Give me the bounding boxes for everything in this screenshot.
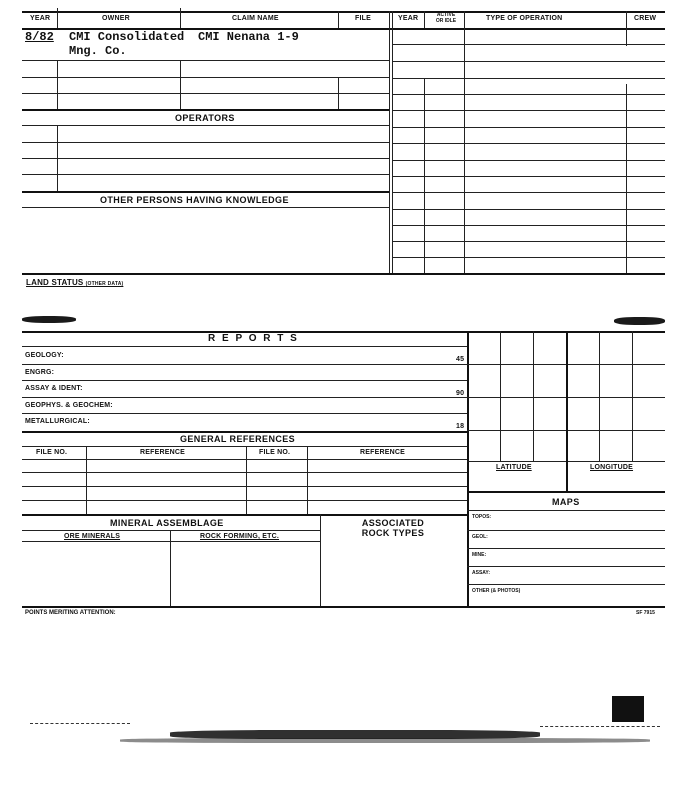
gr-col-file-no-1: FILE NO. xyxy=(36,449,68,456)
rule xyxy=(467,510,665,511)
rule xyxy=(22,174,389,175)
report-geophys: GEOPHYS. & GEOCHEM: xyxy=(25,402,113,409)
rule xyxy=(338,77,339,109)
rule xyxy=(22,207,389,208)
col-header-op-year: YEAR xyxy=(398,15,419,22)
points-meriting-attention: POINTS MERITING ATTENTION: xyxy=(25,610,116,616)
rule xyxy=(22,486,467,487)
rule xyxy=(307,446,308,514)
rule xyxy=(22,109,389,111)
rule xyxy=(22,431,467,433)
scan-smudge xyxy=(22,316,76,323)
rule xyxy=(57,8,58,28)
rule xyxy=(467,584,665,585)
associated-rock-types-2: ROCK TYPES xyxy=(361,528,425,538)
rule xyxy=(22,346,467,347)
rule xyxy=(57,60,58,109)
rule xyxy=(22,380,467,381)
report-geology-num: 45 xyxy=(456,356,465,363)
col-header-owner: OWNER xyxy=(102,15,130,22)
report-assay-num: 90 xyxy=(456,390,465,397)
maps-geol: GEOL: xyxy=(472,534,488,540)
latitude-label: LATITUDE xyxy=(496,464,532,471)
rule xyxy=(392,143,665,144)
rule xyxy=(22,60,389,61)
report-geology: GEOLOGY: xyxy=(25,352,64,359)
claim-name: CMI Nenana 1-9 xyxy=(198,30,299,44)
ore-minerals-label: ORE MINERALS xyxy=(64,533,121,540)
rule xyxy=(22,77,389,78)
maps-assay: ASSAY: xyxy=(472,570,491,576)
rule xyxy=(626,28,627,46)
rule xyxy=(392,225,665,226)
form-number: SF 7915 xyxy=(636,610,655,616)
report-metallurgical: METALLURGICAL: xyxy=(25,418,90,425)
rule xyxy=(22,191,389,193)
rule xyxy=(626,84,627,273)
rule xyxy=(338,11,339,28)
rule xyxy=(392,11,393,273)
rule xyxy=(464,11,465,28)
maps-topos: TOPOS: xyxy=(472,514,492,520)
col-header-active: ACTIVE xyxy=(436,12,456,18)
rule xyxy=(533,331,534,461)
claim-owner-cont: Mng. Co. xyxy=(69,44,127,58)
operators-title: OPERATORS xyxy=(175,113,235,123)
other-persons-title: OTHER PERSONS HAVING KNOWLEDGE xyxy=(100,195,289,205)
col-header-crew: CREW xyxy=(634,15,657,22)
rule xyxy=(22,514,467,516)
rule xyxy=(22,158,389,159)
rule xyxy=(392,209,665,210)
rule xyxy=(22,446,467,447)
rule xyxy=(389,11,390,273)
scan-smudge xyxy=(614,317,665,325)
rule xyxy=(246,446,247,514)
rule xyxy=(467,530,665,531)
scan-noise xyxy=(612,696,644,722)
gr-col-file-no-2: FILE NO. xyxy=(259,449,291,456)
rule xyxy=(180,60,181,109)
general-references-title: GENERAL REFERENCES xyxy=(180,434,296,444)
rule xyxy=(22,472,467,473)
rule xyxy=(392,257,665,258)
rule xyxy=(22,413,467,414)
rule xyxy=(392,127,665,128)
claim-owner: CMI Consolidated xyxy=(69,30,185,44)
rule xyxy=(57,125,58,191)
land-status-text: LAND STATUS xyxy=(26,278,84,287)
scan-line xyxy=(540,726,660,727)
report-engrg: ENGRG: xyxy=(25,369,55,376)
associated-rock-types-1: ASSOCIATED xyxy=(361,518,425,528)
rule xyxy=(392,160,665,161)
mineral-assemblage-title: MINERAL ASSEMBLAGE xyxy=(110,518,224,528)
land-status-sub: (OTHER DATA) xyxy=(85,281,124,287)
rule xyxy=(467,566,665,567)
rule xyxy=(86,446,87,514)
rule xyxy=(632,331,633,461)
rule xyxy=(22,11,665,13)
rule xyxy=(170,530,171,606)
rule xyxy=(22,606,665,608)
report-metallurgical-num: 18 xyxy=(456,423,465,430)
rule xyxy=(500,331,501,461)
rule xyxy=(22,273,665,275)
rock-forming-label: ROCK FORMING, ETC. xyxy=(200,533,280,540)
col-header-claim-name: CLAIM NAME xyxy=(232,15,279,22)
reports-title: R E P O R T S xyxy=(208,333,299,344)
maps-title: MAPS xyxy=(552,497,580,507)
scan-line xyxy=(30,723,130,724)
maps-other: OTHER (& PHOTOS) xyxy=(472,588,521,594)
gr-col-reference-1: REFERENCE xyxy=(140,449,185,456)
rule xyxy=(22,93,389,94)
rule xyxy=(22,541,320,542)
rule xyxy=(22,125,389,126)
rule xyxy=(392,176,665,177)
rule xyxy=(22,364,467,365)
rule xyxy=(392,44,665,45)
longitude-label: LONGITUDE xyxy=(590,464,634,471)
rule xyxy=(22,500,467,501)
rule xyxy=(22,530,320,531)
rule xyxy=(464,28,465,273)
rule xyxy=(424,11,425,28)
rule xyxy=(467,491,665,493)
col-header-year: YEAR xyxy=(30,15,51,22)
rule xyxy=(22,142,389,143)
maps-mine: MINE: xyxy=(472,552,487,558)
rule xyxy=(22,397,467,398)
rule xyxy=(467,331,469,606)
report-assay: ASSAY & IDENT: xyxy=(25,385,83,392)
gr-col-reference-2: REFERENCE xyxy=(360,449,405,456)
rule xyxy=(180,8,181,28)
rule xyxy=(392,241,665,242)
rule xyxy=(392,78,665,79)
rule xyxy=(392,110,665,111)
col-header-file: FILE xyxy=(355,15,371,22)
rule xyxy=(626,11,627,28)
rule xyxy=(392,192,665,193)
rule xyxy=(424,78,425,273)
rule xyxy=(22,459,467,460)
col-header-type-of-operation: TYPE OF OPERATION xyxy=(486,15,563,22)
claim-year: 8/82 xyxy=(25,30,54,44)
scan-streak xyxy=(120,738,650,743)
land-status-label xyxy=(26,278,123,287)
rule xyxy=(566,331,568,491)
rule xyxy=(392,61,665,62)
rule xyxy=(392,94,665,95)
rule xyxy=(467,548,665,549)
col-header-idle: OR IDLE xyxy=(435,18,457,24)
rule xyxy=(599,331,600,461)
